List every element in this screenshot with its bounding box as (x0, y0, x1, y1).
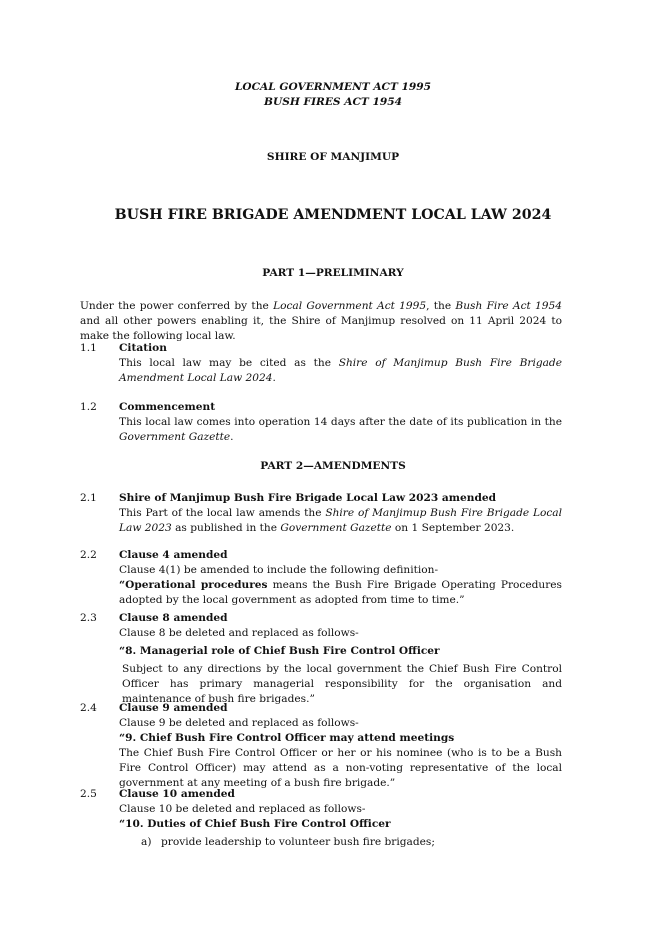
section-2-4 (80, 701, 562, 791)
section-heading: Clause 4 amended (119, 549, 228, 561)
section-2-2 (80, 548, 562, 608)
section-text: This Part of the local law amends the Shire of Manjimup Bush Fire Brigade Local Law 2023 as published in the Government Gazette on 1 September 2023. (119, 507, 562, 534)
section-number: 1.2 (80, 401, 97, 413)
section-text: This local law may be cited as the Shire of Manjimup Bush Fire Brigade Amendment Local Law 2024. (119, 357, 562, 384)
section-number: 2.1 (80, 492, 97, 504)
local-law-title: BUSH FIRE BRIGADE AMENDMENT LOCAL LAW 2024 (114, 207, 552, 223)
act-titles (0, 80, 666, 110)
section-2-3 (80, 611, 562, 707)
replacement-clause-text: The Chief Bush Fire Control Officer or her or his nominee (who is to be a Bush Fire Control Officer) may attend as a non-voting representative of the local government at any meeting of a bush fire brigade.” (119, 747, 562, 789)
section-number: 2.2 (80, 549, 97, 561)
section-heading: Clause 10 amended (119, 788, 235, 800)
section-text: Clause 10 be deleted and replaced as follows- (119, 803, 366, 815)
list-item-text: provide leadership to volunteer bush fire brigades; (161, 836, 435, 848)
replacement-clause-heading: “8. Managerial role of Chief Bush Fire Control Officer (119, 645, 440, 657)
bush-fires-act-title: BUSH FIRES ACT 1954 (264, 96, 402, 108)
part-2-heading: PART 2—AMENDMENTS (260, 460, 406, 472)
replacement-clause-heading: “10. Duties of Chief Bush Fire Control Officer (119, 818, 391, 830)
section-2-5 (80, 787, 562, 850)
section-number: 1.1 (80, 342, 97, 354)
section-number: 2.5 (80, 788, 97, 800)
shire-name: SHIRE OF MANJIMUP (266, 151, 400, 163)
list-item (141, 835, 562, 850)
section-heading: Shire of Manjimup Bush Fire Brigade Local Law 2023 amended (119, 492, 496, 504)
section-heading: Commencement (119, 401, 216, 413)
part-1-heading: PART 1—PRELIMINARY (262, 267, 404, 279)
section-1-2 (80, 400, 562, 445)
section-heading: Clause 9 amended (119, 702, 228, 714)
replacement-clause-text: Subject to any directions by the local government the Chief Bush Fire Control Officer has primary managerial responsibility for the organisation and maintenance of bush fire brigades.” (122, 663, 562, 705)
enacting-clause: Under the power conferred by the Local Government Act 1995, the Bush Fire Act 1954 and all other powers enabling it, the Shire of Manjimup resolved on 11 April 2024 to make the following local law. (80, 300, 562, 342)
definition-text: “Operational procedures means the Bush Fire Brigade Operating Procedures adopted by the local government as adopted from time to time.” (119, 579, 562, 606)
local-government-act-title: LOCAL GOVERNMENT ACT 1995 (234, 81, 432, 93)
replacement-clause-heading: “9. Chief Bush Fire Control Officer may attend meetings (119, 732, 455, 744)
list-marker: a) (141, 836, 152, 848)
section-number: 2.3 (80, 612, 97, 624)
section-2-1 (80, 491, 562, 536)
section-number: 2.4 (80, 702, 97, 714)
section-heading: Citation (119, 342, 167, 354)
section-text: This local law comes into operation 14 days after the date of its publication in the Government Gazette. (119, 416, 562, 443)
section-text: Clause 4(1) be amended to include the following definition- (119, 564, 439, 576)
section-1-1 (80, 341, 562, 386)
section-text: Clause 8 be deleted and replaced as follows- (119, 627, 359, 639)
section-text: Clause 9 be deleted and replaced as follows- (119, 717, 359, 729)
section-heading: Clause 8 amended (119, 612, 228, 624)
